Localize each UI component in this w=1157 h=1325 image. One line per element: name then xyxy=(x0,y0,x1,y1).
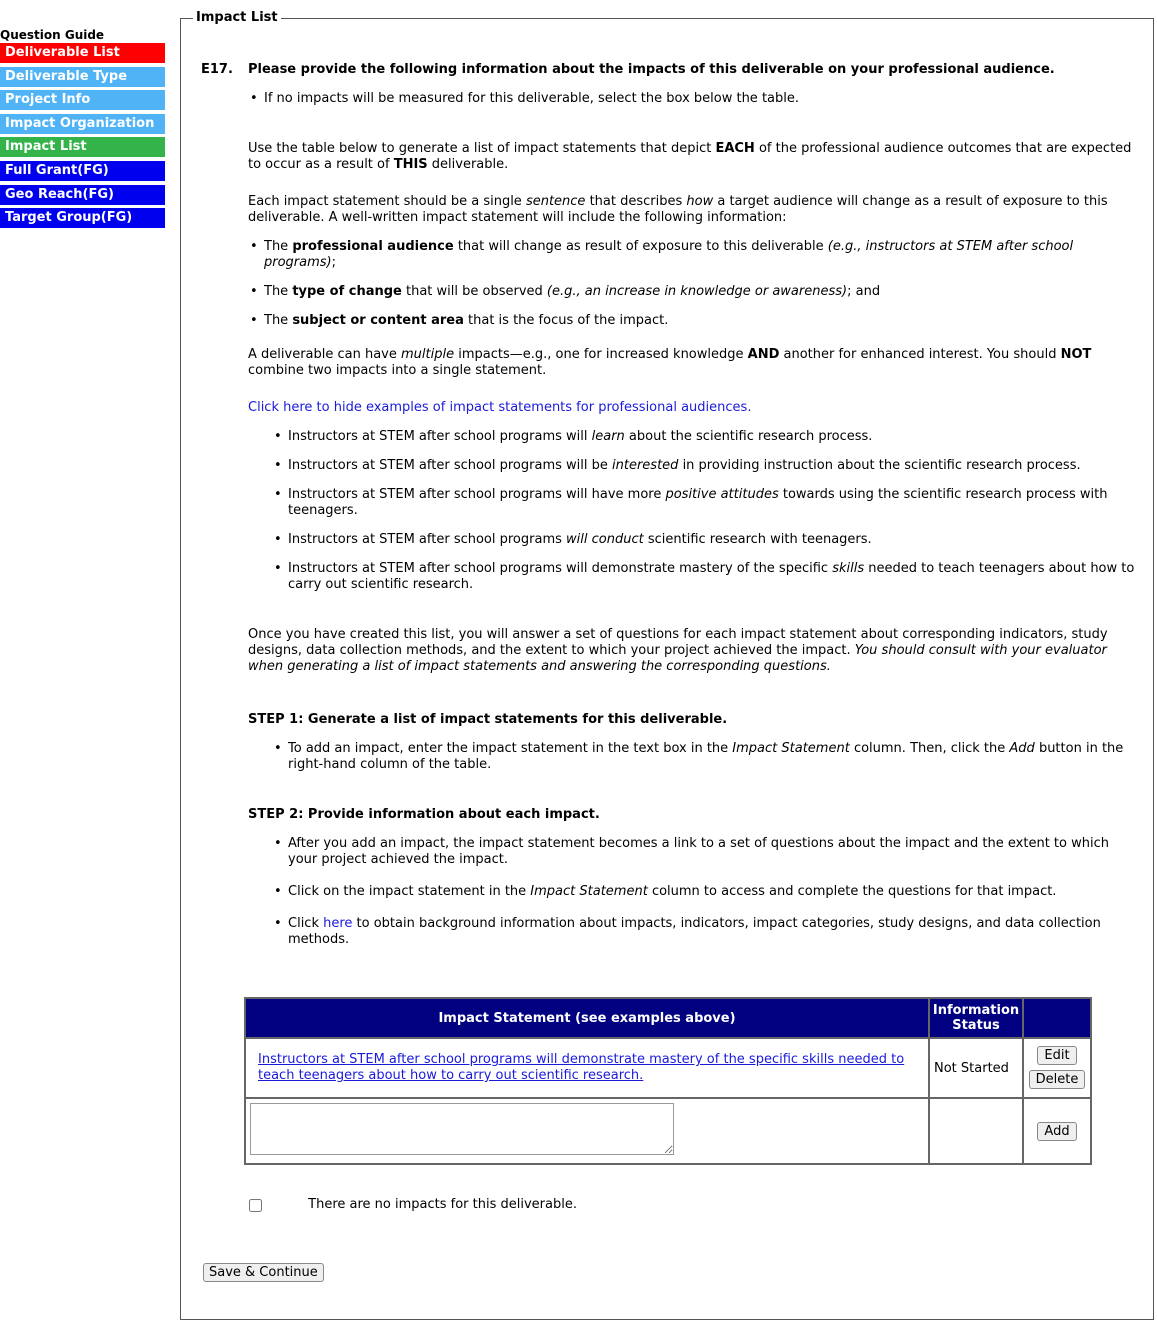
text-bold: professional audience xyxy=(292,239,454,254)
table-header-row xyxy=(245,998,1091,1038)
table-row xyxy=(245,1038,1091,1098)
text: needed to teach teenagers about how to carry out scientific research. xyxy=(288,561,1135,592)
nav-geo-reach[interactable]: Geo Reach(FG) xyxy=(0,185,165,205)
note-item: • If no impacts will be measured for this deliverable, select the box below the table. xyxy=(248,91,1138,107)
no-impacts-checkbox[interactable] xyxy=(249,1199,262,1212)
text: deliverable. xyxy=(427,157,509,172)
step1-heading: STEP 1: Generate a list of impact statements for this deliverable. xyxy=(248,712,728,727)
text: The xyxy=(264,313,293,328)
list-item xyxy=(272,741,1142,773)
list-item xyxy=(248,313,1138,329)
step2-heading: STEP 2: Provide information about each impact. xyxy=(248,807,600,822)
list-item xyxy=(272,561,1142,593)
text-bold: NOT xyxy=(1060,347,1092,362)
example-1 xyxy=(272,429,1142,445)
text: about the scientific research process. xyxy=(624,429,873,444)
edit-button[interactable]: Edit xyxy=(1037,1046,1076,1065)
info-bullet-2 xyxy=(248,284,1138,300)
examples-toggle xyxy=(248,400,1138,416)
no-impacts-label: There are no impacts for this deliverable. xyxy=(308,1197,577,1212)
step2-bullet-3 xyxy=(272,916,1142,948)
text-italic: Impact Statement xyxy=(530,884,648,899)
nav-project-info[interactable]: Project Info xyxy=(0,90,165,110)
text: scientific research with teenagers. xyxy=(643,532,872,547)
text: towards using the scientific research process with teenagers. xyxy=(288,487,1108,518)
info-bullet-3 xyxy=(248,313,1138,329)
text-italic: skills xyxy=(832,561,865,576)
step1-title xyxy=(248,712,1138,728)
list-item xyxy=(272,884,1142,900)
new-status-cell xyxy=(929,1098,1023,1164)
table-row-new xyxy=(245,1098,1091,1164)
text: A deliverable can have xyxy=(248,347,402,362)
nav-full-grant[interactable]: Full Grant(FG) xyxy=(0,161,165,181)
example-4 xyxy=(272,532,1142,548)
list-item: • After you add an impact, the impact statement becomes a link to a set of questions about the impact and the extent to which your project achieved the impact. xyxy=(272,836,1142,868)
nav-deliverable-list[interactable]: Deliverable List xyxy=(0,43,165,63)
text: that describes xyxy=(585,194,687,209)
text-italic: positive attitudes xyxy=(665,487,779,502)
text: Use the table below to generate a list of impact statements that depict xyxy=(248,141,716,156)
text: ; and xyxy=(847,284,881,299)
text-bold: AND xyxy=(747,347,780,362)
list-item xyxy=(272,429,1142,445)
text: To add an impact, enter the impact statement in the text box in the xyxy=(288,741,733,756)
text-italic: (e.g., an increase in knowledge or awareness) xyxy=(546,284,848,299)
list-item xyxy=(272,532,1142,548)
impact-table xyxy=(244,997,1092,1165)
row-actions-cell xyxy=(1023,1038,1091,1098)
text: The xyxy=(264,239,293,254)
intro-paragraph-2 xyxy=(248,194,1138,226)
col-impact-statement: Impact Statement (see examples above) xyxy=(245,998,929,1038)
step1-bullet xyxy=(272,741,1142,773)
step2-title xyxy=(248,807,1138,823)
text: Instructors at STEM after school programs will xyxy=(288,429,592,444)
text: Click on the impact statement in the xyxy=(288,884,531,899)
text: Each impact statement should be a single xyxy=(248,194,526,209)
fieldset-legend: Impact List xyxy=(193,10,281,26)
text: combine two impacts into a single statement. xyxy=(248,363,547,378)
col-information-status: Information Status xyxy=(929,998,1023,1038)
text-italic: will conduct xyxy=(566,532,644,547)
intro-paragraph-1 xyxy=(248,141,1138,173)
note-list xyxy=(248,91,1138,107)
text-italic: You should consult with your evaluator when generating a list of impact statements and answering the corresponding questions. xyxy=(248,643,1107,674)
text-bold: subject or content area xyxy=(292,313,464,328)
step2-bullet-2 xyxy=(272,884,1142,900)
text-bold: type of change xyxy=(292,284,402,299)
text: in providing instruction about the scientific research process. xyxy=(678,458,1081,473)
text: column to access and complete the questions for that impact. xyxy=(647,884,1057,899)
example-2 xyxy=(272,458,1142,474)
text-bold: EACH xyxy=(715,141,755,156)
text: that is the focus of the impact. xyxy=(463,313,669,328)
text: The xyxy=(264,284,293,299)
nav-impact-organization[interactable]: Impact Organization xyxy=(0,114,165,134)
info-bullet-1 xyxy=(248,239,1138,271)
save-continue-button[interactable]: Save & Continue xyxy=(203,1263,324,1282)
question-guide-title: Question Guide xyxy=(0,28,105,42)
once-paragraph xyxy=(248,627,1138,675)
delete-button[interactable]: Delete xyxy=(1029,1070,1086,1089)
question-number: E17. xyxy=(201,62,233,77)
text: Instructors at STEM after school programs will demonstrate mastery of the specific xyxy=(288,561,833,576)
question-text: Please provide the following information about the impacts of this deliverable on your professional audience. xyxy=(248,62,1055,77)
text: button in the right-hand column of the table. xyxy=(288,741,1124,772)
new-impact-statement-input[interactable] xyxy=(250,1103,674,1155)
text: that will change as result of exposure to this deliverable xyxy=(453,239,828,254)
impact-statement-cell xyxy=(245,1038,929,1098)
step2-bullet-1 xyxy=(272,836,1142,868)
text-italic: (e.g., instructors at STEM after school programs) xyxy=(264,239,1074,270)
text: Instructors at STEM after school programs will have more xyxy=(288,487,666,502)
no-impacts-row xyxy=(249,1197,1149,1214)
list-item xyxy=(272,487,1142,519)
text-bold: THIS xyxy=(393,157,428,172)
list-item xyxy=(248,239,1138,271)
list-item xyxy=(248,284,1138,300)
hide-examples-link[interactable]: Click here to hide examples of impact statements for professional audiences. xyxy=(248,400,752,415)
text: Once you have created this list, you will answer a set of questions for each impact statement about corresponding indicators, study designs, data collection methods, and the extent to which your project achieved the impact. xyxy=(248,627,1108,658)
text-italic: Impact Statement xyxy=(732,741,850,756)
list-item xyxy=(272,916,1142,948)
text: to obtain background information about impacts, indicators, impact categories, study designs, and data collection methods. xyxy=(288,916,1101,947)
text-italic: learn xyxy=(591,429,625,444)
text: Instructors at STEM after school programs will be xyxy=(288,458,613,473)
text-italic: Add xyxy=(1009,741,1035,756)
text: ; xyxy=(331,255,337,270)
status-cell: Not Started xyxy=(929,1038,1023,1098)
text-italic: multiple xyxy=(401,347,455,362)
text-italic: how xyxy=(686,194,714,209)
example-5 xyxy=(272,561,1142,593)
text: that will be observed xyxy=(401,284,547,299)
text-italic: sentence xyxy=(525,194,586,209)
col-actions xyxy=(1023,998,1091,1038)
text: another for enhanced interest. You should xyxy=(779,347,1061,362)
question-guide-sidebar xyxy=(0,28,166,232)
example-3 xyxy=(272,487,1142,519)
nav-impact-list[interactable]: Impact List xyxy=(0,137,165,157)
text: column. Then, click the xyxy=(849,741,1010,756)
nav-deliverable-type[interactable]: Deliverable Type xyxy=(0,67,165,87)
background-info-link[interactable]: here xyxy=(323,916,353,931)
add-button[interactable]: Add xyxy=(1037,1122,1076,1141)
impact-list-fieldset xyxy=(180,10,1154,1320)
add-cell xyxy=(1023,1098,1091,1164)
nav-target-group[interactable]: Target Group(FG) xyxy=(0,208,165,228)
text: Instructors at STEM after school programs xyxy=(288,532,567,547)
text: a target audience will change as a result of exposure to this deliverable. A well-written impact statement will include the following information: xyxy=(248,194,1108,225)
new-statement-cell xyxy=(245,1098,929,1164)
text: Click xyxy=(288,916,324,931)
list-item xyxy=(272,458,1142,474)
text: impacts—e.g., one for increased knowledge xyxy=(454,347,748,362)
multiple-paragraph xyxy=(248,347,1138,379)
text-italic: interested xyxy=(612,458,679,473)
text: of the professional audience outcomes that are expected to occur as a result of xyxy=(248,141,1132,172)
impact-statement-link[interactable]: Instructors at STEM after school programs will demonstrate mastery of the specific skills needed to teach teenagers about how to carry out scientific research. xyxy=(258,1052,905,1083)
